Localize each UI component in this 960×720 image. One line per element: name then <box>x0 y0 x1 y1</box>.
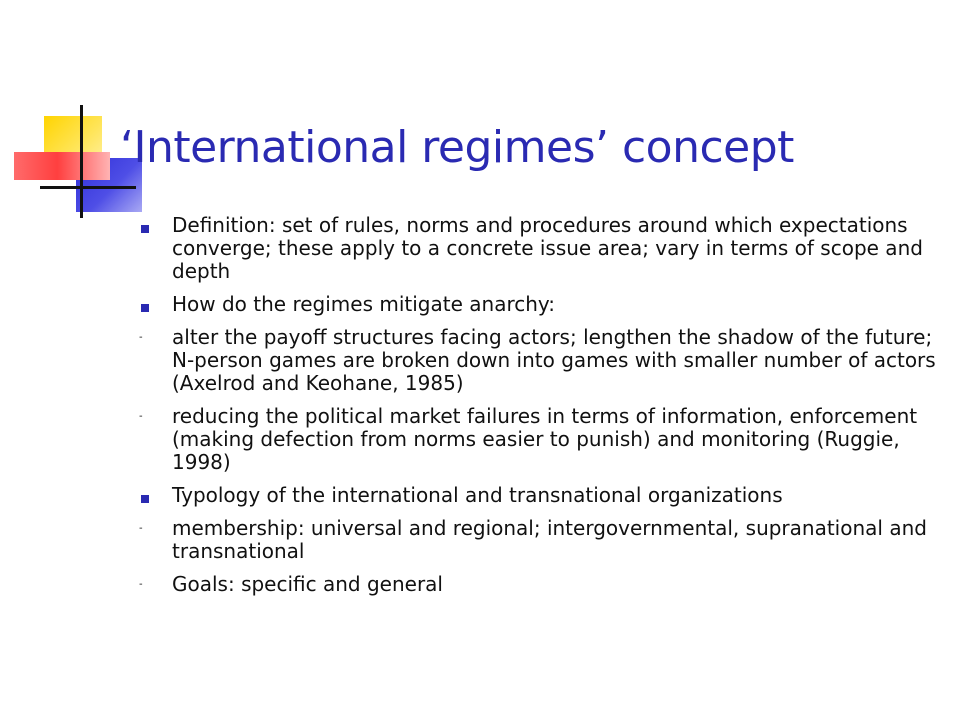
list-item <box>140 214 940 283</box>
list-item-text: reducing the political market failures in terms of information, enforcement (making defection from norms easier to punish) and monitoring (Ruggie, 1998) <box>172 404 918 474</box>
list-item <box>140 326 940 395</box>
red-bar-decoration <box>14 152 110 180</box>
list-item-text: alter the payoff structures facing actors; lengthen the shadow of the future; N-person games are broken down into games with smaller number of actors (Axelrod and Keohane, 1985) <box>172 325 936 395</box>
dash-bullet-icon: - <box>139 411 143 422</box>
square-bullet-icon <box>141 225 149 233</box>
list-item-text: membership: universal and regional; intergovernmental, supranational and transnational <box>172 516 927 563</box>
square-bullet-icon <box>141 495 149 503</box>
dash-bullet-icon: - <box>139 523 143 534</box>
list-item <box>140 517 940 563</box>
list-item <box>140 405 940 474</box>
dash-bullet-icon: - <box>139 332 143 343</box>
dash-bullet-icon: - <box>139 579 143 590</box>
list-item-text: Typology of the international and transnational organizations <box>172 483 783 507</box>
list-item <box>140 484 940 507</box>
slide-title: ‘International regimes’ concept <box>120 122 794 173</box>
vertical-line-decoration <box>80 105 83 218</box>
list-item-text: Goals: specific and general <box>172 572 443 596</box>
bullet-list <box>140 214 940 606</box>
list-item <box>140 293 940 316</box>
list-item-text: Definition: set of rules, norms and procedures around which expectations converge; these apply to a concrete issue area; vary in terms of scope and depth <box>172 213 923 283</box>
square-bullet-icon <box>141 304 149 312</box>
horizontal-line-decoration <box>40 186 136 189</box>
corner-block-ornament <box>0 0 160 230</box>
list-item-text: How do the regimes mitigate anarchy: <box>172 292 556 316</box>
list-item <box>140 573 940 596</box>
